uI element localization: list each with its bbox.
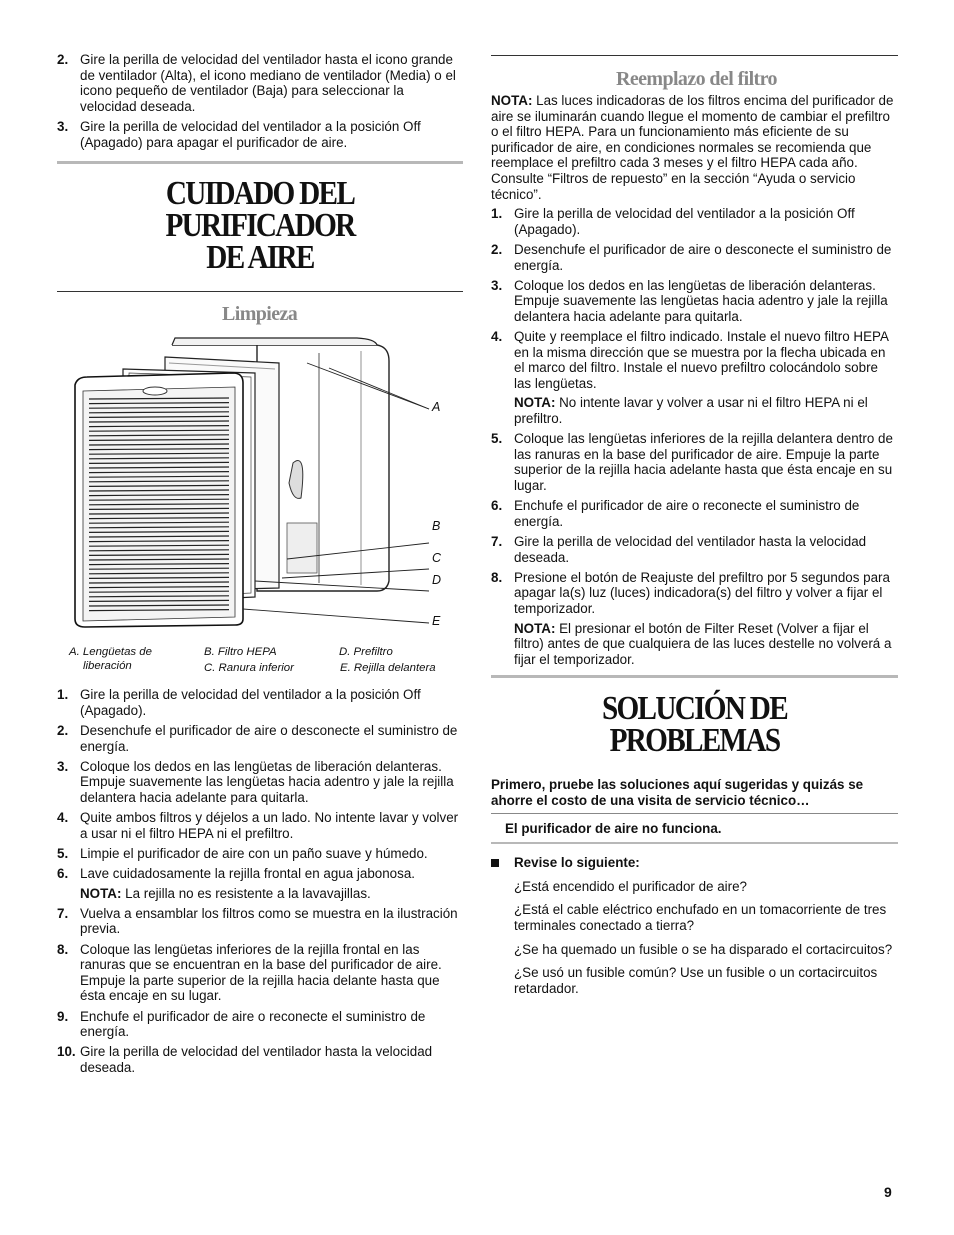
note: NOTA: No intente lavar y volver a usar ni el filtro HEPA ni el prefiltro. <box>514 395 868 427</box>
left-column <box>57 52 463 1080</box>
page-number: 9 <box>884 1184 892 1200</box>
list-item: 2. Desenchufe el purificador de aire o desconecte el suministro de energía. <box>57 722 458 754</box>
list-item: 7. Vuelva a ensamblar los filtros como se muestra en la ilustración previa. <box>57 905 458 937</box>
problem-divider <box>491 842 898 844</box>
list-item: 3. Gire la perilla de velocidad del ventilador a la posición Off (Apagado) para apagar el purificador de aire. <box>57 118 421 150</box>
legend-b: B. Filtro HEPA <box>204 646 277 659</box>
list-item: 8. Coloque las lengüetas inferiores de la rejilla frontal en las ranuras que se encuentran en la base del purificador de aire. Empuje la parte superior de la rejilla hacia delante hasta que ésta encaje en su lugar. <box>57 941 442 1004</box>
legend-e: E. Rejilla delantera <box>340 662 436 675</box>
callout-a: A <box>432 400 441 415</box>
purifier-illustration <box>57 333 463 633</box>
list-item: ¿Se usó un fusible común? Use un fusible o un cortacircuitos retardador. <box>514 965 878 996</box>
list-item: 4. Quite y reemplace el filtro indicado. Instale el nuevo filtro HEPA en la misma dirección que se muestra por la flecha ubicada en el marco del filtro. Instale el nuevo prefiltro colocándolo sobre las lengüetas. NOTA: No intente lavar y volver a usar ni el filtro HEPA ni el prefiltro. <box>491 329 898 427</box>
list-item: 6. Enchufe el purificador de aire o reconecte el suministro de energía. <box>491 498 860 529</box>
list-item: 1. Gire la perilla de velocidad del ventilador a la posición Off (Apagado). <box>491 206 855 237</box>
section-title-cuidado: CUIDADO DEL PURIFICADOR DE AIRE <box>165 175 355 277</box>
list-item: 2. Desenchufe el purificador de aire o desconecte el suministro de energía. <box>491 241 892 273</box>
subsection-title-reemplazo: Reemplazo del filtro <box>616 68 777 90</box>
section-divider <box>491 675 898 678</box>
legend-c: C. Ranura inferior <box>204 662 294 675</box>
subsection-divider <box>491 55 898 56</box>
callout-b: B <box>432 519 441 534</box>
exploded-view-drawing <box>57 333 463 633</box>
figure-legend <box>57 645 463 685</box>
top-steps-list <box>57 52 463 150</box>
subsection-title-limpieza: Limpieza <box>222 303 298 326</box>
list-item: ¿Se ha quemado un fusible o se ha disparado el cortacircuitos? <box>514 941 893 957</box>
right-column <box>491 55 898 1004</box>
replacement-steps-list <box>491 206 898 667</box>
check-list <box>491 879 898 997</box>
legend-a: A. Lengüetas de <box>69 646 152 659</box>
list-item: 8. Presione el botón de Reajuste del prefiltro por 5 segundos para apagar la(s) luz (luces) indicadora(s) del filtro y volver a fijar el temporizador. NOTA: El presionar el botón de Filter Reset (Volver a fijar el filtro) antes de que cualquiera de las luces destelle no volverá a fijar el temporizador. <box>491 570 898 668</box>
bullet-square-icon <box>491 859 499 867</box>
cleaning-steps-list <box>57 687 463 1075</box>
callout-d: D <box>432 573 442 588</box>
callout-e: E <box>432 614 441 629</box>
list-item: 3. Coloque los dedos en las lengüetas de liberación delanteras. Empuje suavemente las lengüetas hacia adentro y jale la rejilla delantera hacia adelante para quitarla. <box>57 758 454 805</box>
note: NOTA: La rejilla no es resistente a la lavavajillas. <box>80 885 371 901</box>
callout-c: C <box>432 551 442 566</box>
legend-d: D. Prefiltro <box>339 646 393 659</box>
intro-note: NOTA: Las luces indicadoras de los filtros encima del purificador de aire se iluminarán cuando llegue el momento de cambiar el prefiltro o el filtro HEPA. Para un funcionamiento más eficiente de su purificador de aire, en condiciones normales se recomienda que reemplace el prefiltro cada 3 meses y el filtro HEPA cada año. Consulte “Filtros de repuesto” en la sección “Ayuda o servicio técnico”. <box>491 93 894 202</box>
list-item: 6. Lave cuidadosamente la rejilla frontal en agua jabonosa. NOTA: La rejilla no es resistente a la lavavajillas. <box>57 866 463 901</box>
list-item: 7. Gire la perilla de velocidad del ventilador hasta la velocidad deseada. <box>491 534 867 565</box>
check-list-heading: Revise lo siguiente: <box>491 855 898 871</box>
list-item: 4. Quite ambos filtros y déjelos a un lado. No intente lavar y volver a usar ni el filtro HEPA ni el prefiltro. <box>57 810 459 841</box>
subsection-divider <box>57 291 463 292</box>
list-item: ¿Está el cable eléctrico enchufado en un tomacorriente de tres terminales conectado a tierra? <box>514 902 887 933</box>
list-item: 9. Enchufe el purificador de aire o reconecte el suministro de energía. <box>57 1008 426 1040</box>
troubleshooting-intro: Primero, pruebe las soluciones aquí sugeridas y quizás se ahorre el costo de una visita de servicio técnico… <box>491 777 864 808</box>
note: NOTA: El presionar el botón de Filter Reset (Volver a fijar el filtro) antes de que cualquiera de las luces destelle no volverá a fijar el temporizador. <box>514 620 892 667</box>
problem-heading: El purificador de aire no funciona. <box>505 820 722 836</box>
list-item: 3. Coloque los dedos en las lengüetas de liberación delanteras. Empuje suavemente las lengüetas hacia adentro y jale la rejilla delantera hacia adelante para quitarla. <box>491 277 888 324</box>
section-title-solucion: SOLUCIÓN DE PROBLEMAS <box>601 690 787 760</box>
legend-a-line2: liberación <box>83 660 132 673</box>
list-item: 5. Limpie el purificador de aire con un paño suave y húmedo. <box>57 845 428 861</box>
list-item: 1. Gire la perilla de velocidad del ventilador a la posición Off (Apagado). <box>57 687 421 718</box>
list-item: 10. Gire la perilla de velocidad del ventilador hasta la velocidad deseada. <box>57 1044 433 1075</box>
list-item: 2. Gire la perilla de velocidad del ventilador hasta el icono grande de ventilador (Alta), el icono mediano de ventilador (Media) o el icono pequeño de ventilador (Baja) para seleccionar la velocidad deseada. <box>57 52 456 114</box>
list-item: 5. Coloque las lengüetas inferiores de la rejilla delantera dentro de las ranuras en la base del purificador de aire. Empuje la parte superior de la rejilla hacia adelante hasta que ésta encaje en su lugar. <box>491 431 893 494</box>
list-item: ¿Está encendido el purificador de aire? <box>514 878 747 894</box>
